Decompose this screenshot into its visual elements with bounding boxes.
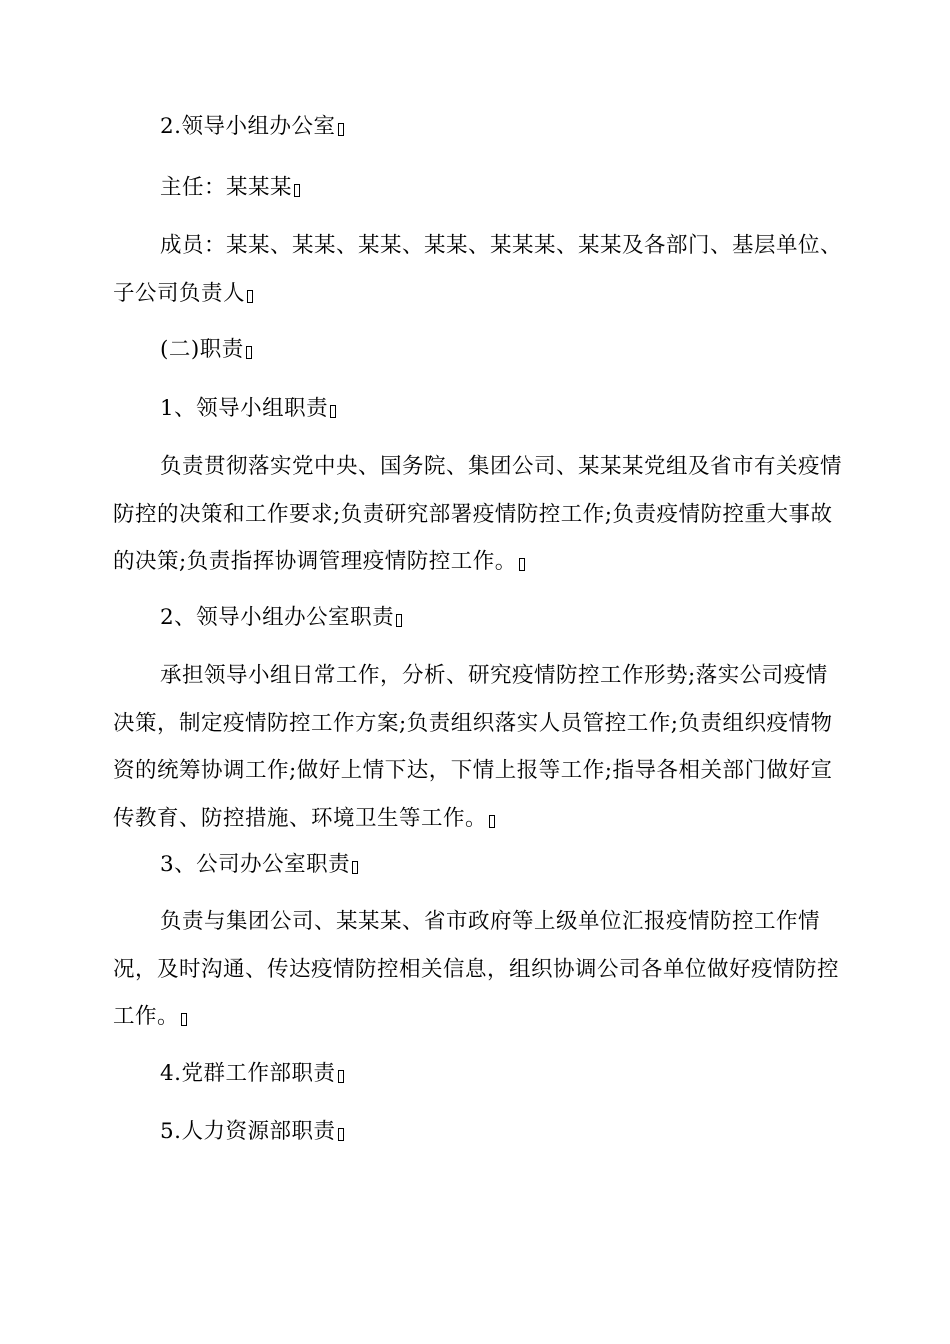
paragraph-company-office-heading: [113, 841, 848, 889]
paragraph-text: 负责与集团公司、某某某、省市政府等上级单位汇报疫情防控工作情况，及时沟通、传达疫情防控相关信息，组织协调公司各单位做好疫情防控工作。: [113, 909, 840, 1029]
paragraph-mark-icon: [247, 290, 253, 303]
paragraph-text: 负责贯彻落实党中央、国务院、集团公司、某某某党组及省市有关疫情防控的决策和工作要求;负责研究部署疫情防控工作;负责疫情防控重大事故的决策;负责指挥协调管理疫情防控工作。: [113, 454, 843, 574]
paragraph-text: 主任：某某某: [160, 175, 293, 200]
paragraph-duties-heading: [113, 326, 848, 374]
paragraph-party-work-heading: [113, 1050, 848, 1098]
paragraph-mark-icon: [330, 405, 336, 418]
paragraph-text: 2.领导小组办公室: [160, 114, 336, 139]
paragraph-leading-group-duties-heading: [113, 385, 848, 433]
paragraph-mark-icon: [489, 815, 495, 828]
paragraph-hr-heading: [113, 1108, 848, 1156]
paragraph-text: 1、领导小组职责: [160, 396, 329, 421]
paragraph-mark-icon: [396, 614, 402, 627]
paragraph-text: 2、领导小组办公室职责: [160, 605, 395, 630]
paragraph-members: [113, 222, 848, 317]
paragraph-office-duties: [113, 652, 848, 842]
paragraph-mark-icon: [294, 184, 300, 197]
paragraph-office-heading: [113, 103, 848, 151]
paragraph-mark-icon: [338, 1070, 344, 1083]
paragraph-text: 4.党群工作部职责: [160, 1061, 336, 1086]
paragraph-mark-icon: [246, 346, 252, 359]
paragraph-text: 承担领导小组日常工作，分析、研究疫情防控工作形势;落实公司疫情决策，制定疫情防控工作方案;负责组织落实人员管控工作;负责组织疫情物资的统筹协调工作;做好上情下达，下情上报等工作;指导各相关部门做好宣传教育、防控措施、环境卫生等工作。: [113, 663, 833, 831]
paragraph-text: 5.人力资源部职责: [160, 1119, 336, 1144]
paragraph-text: 3、公司办公室职责: [160, 852, 351, 877]
paragraph-director: [113, 164, 848, 212]
paragraph-company-office-duties: [113, 898, 848, 1041]
paragraph-mark-icon: [181, 1013, 187, 1026]
paragraph-office-duties-heading: [113, 594, 848, 642]
paragraph-mark-icon: [519, 558, 525, 571]
paragraph-text: (二)职责: [160, 337, 244, 362]
paragraph-mark-icon: [352, 861, 358, 874]
paragraph-text: 成员：某某、某某、某某、某某、某某某、某某及各部门、基层单位、子公司负责人: [113, 233, 843, 306]
paragraph-leading-group-duties: [113, 443, 848, 586]
paragraph-mark-icon: [338, 1128, 344, 1141]
paragraph-mark-icon: [338, 123, 344, 136]
